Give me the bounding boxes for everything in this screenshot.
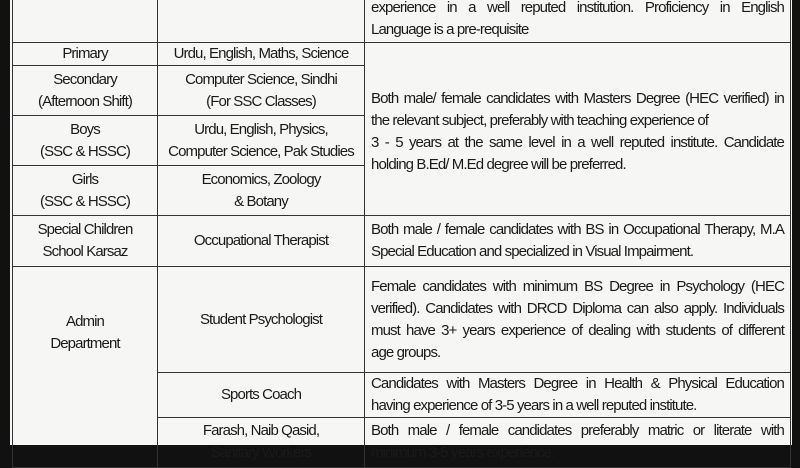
section-label: Admin Department [50, 313, 120, 352]
requirement-line: must have 3+ years experience of dealing with students of different [371, 321, 784, 339]
requirement-cell [365, 43, 791, 216]
section-label: (SSC & HSSC) [39, 192, 131, 210]
section-label: Secondary [53, 70, 117, 88]
requirement-line: Both male / female candidates preferably matric or literate with [371, 422, 784, 439]
section-cell [13, 66, 158, 116]
section-label: School Karsaz [42, 243, 128, 260]
section-label: Primary [62, 45, 108, 62]
section-cell [13, 216, 158, 267]
requirement-line: verified). Candidates with DRCD Diploma can also apply. Individuals [371, 299, 784, 317]
position-cell [158, 0, 365, 43]
section-cell [13, 43, 158, 66]
table-row [13, 43, 791, 66]
position-cell [158, 418, 365, 468]
requirement-line: the relevant subject, preferably with teaching experience of [371, 112, 709, 129]
subjects-cell [158, 166, 365, 216]
section-label: Girls [71, 170, 99, 188]
requirement-cell [365, 267, 791, 373]
requirement-line: minimum 3-5 years experience. [371, 444, 555, 461]
subjects-label: Urdu, English, Physics, [194, 120, 328, 138]
requirement-line: Both male/ female candidates with Masters Degree (HEC verified) in [371, 90, 784, 107]
requirement-line: Candidates with Masters Degree in Health & Physical Education [371, 375, 784, 392]
requirement-line: experience in a well reputed institution. Proficiency in English [371, 0, 784, 16]
section-label: Boys [70, 120, 100, 138]
requirement-cell [365, 216, 791, 267]
requirement-line: Special Education and specialized in Visual Impairment. [371, 243, 694, 260]
subjects-label: Computer Science, Pak Studies [168, 142, 354, 160]
requirement-line: having experience of 3-5 years in a well reputed institute. [371, 397, 697, 414]
subjects-label: Urdu, English, Maths, Science [173, 45, 349, 62]
subjects-label: Economics, Zoology [201, 170, 321, 188]
position-label: Sports Coach [220, 386, 302, 403]
subjects-label: Computer Science, Sindhi [185, 70, 337, 88]
section-label: (SSC & HSSC) [39, 142, 131, 160]
section-cell [13, 267, 158, 468]
subjects-cell [158, 43, 365, 66]
position-cell [158, 373, 365, 418]
section-cell [13, 0, 158, 43]
subjects-label: & Botany [234, 192, 288, 210]
job-vacancies-table [12, 0, 791, 468]
position-label: Student Psychologist [199, 310, 323, 328]
subjects-cell [158, 116, 365, 166]
position-cell [158, 267, 365, 373]
position-label: Farash, Naib Qasid, [202, 422, 320, 439]
position-cell [158, 216, 365, 267]
requirement-cell [365, 373, 791, 418]
requirement-cell [365, 418, 791, 468]
requirement-line: Language is a pre-requisite [371, 21, 529, 38]
section-cell [13, 166, 158, 216]
subjects-label: (For SSC Classes) [206, 92, 316, 110]
requirement-line: holding B.Ed/ M.Ed degree will be preferred. [371, 156, 626, 173]
table-row [13, 267, 791, 373]
section-label: Special Children [37, 221, 133, 238]
requirement-cell [365, 0, 791, 43]
position-label: Occupational Therapist [193, 232, 329, 249]
requirement-line: 3 - 5 years at the same level in a well reputed institute. Candidate [371, 134, 784, 151]
table-row [13, 0, 791, 43]
position-label: Sanitary Workers [210, 444, 312, 461]
subjects-cell [158, 66, 365, 116]
table-row [13, 216, 791, 267]
requirement-line: Both male / female candidates with BS in Occupational Therapy, M.A [371, 221, 784, 238]
section-cell [13, 116, 158, 166]
requirement-line: age groups. [371, 343, 441, 361]
requirement-line: Female candidates with minimum BS Degree in Psychology (HEC [371, 277, 784, 295]
section-label: (Afternoon Shift) [38, 92, 132, 110]
